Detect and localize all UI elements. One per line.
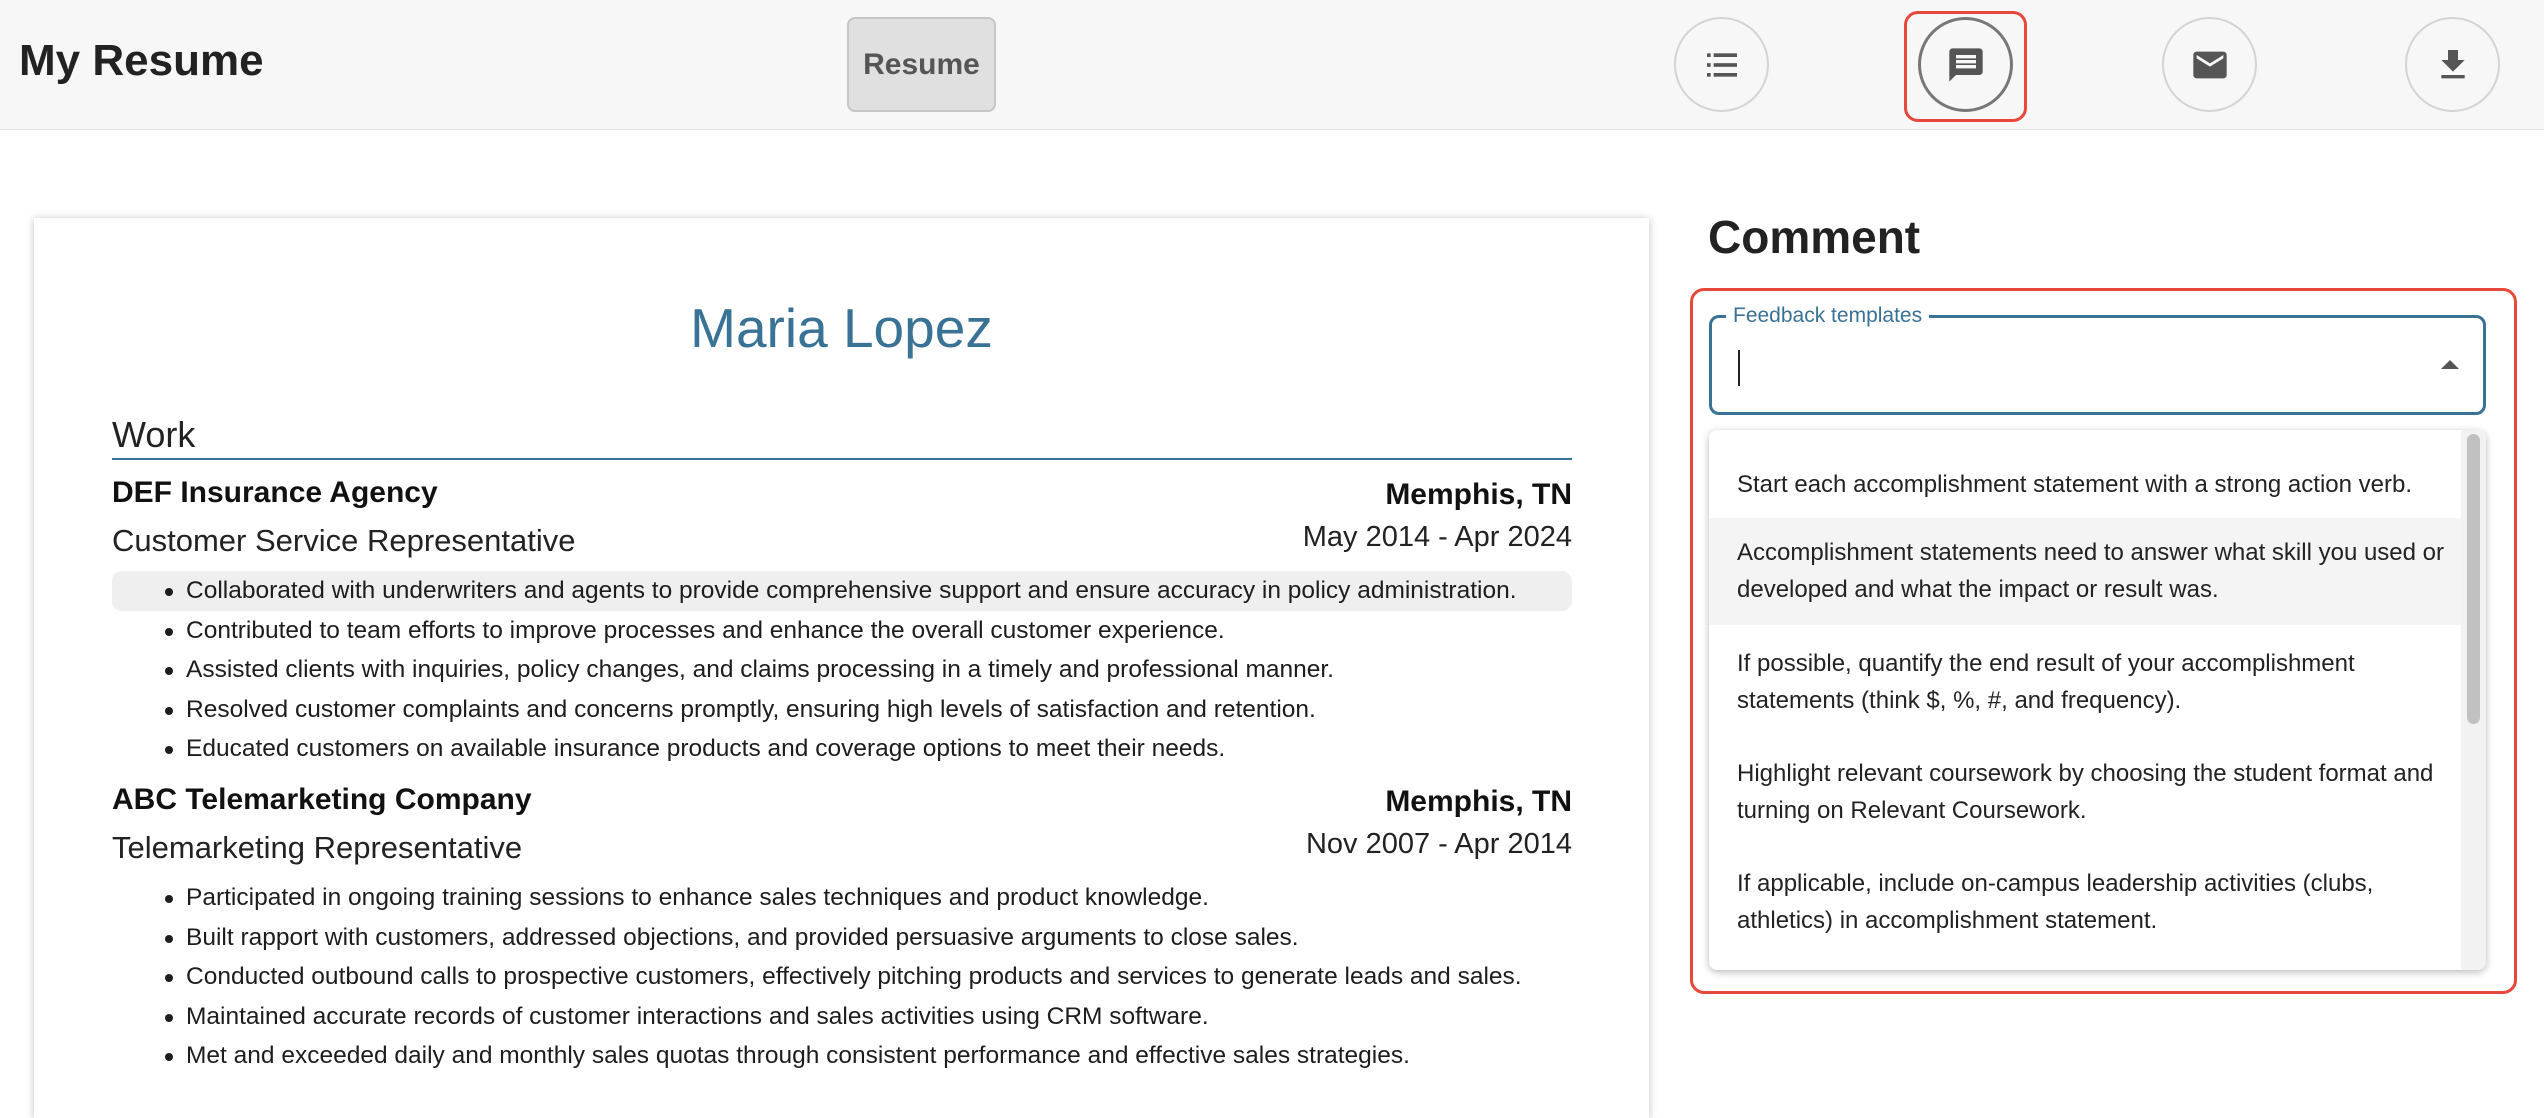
page-title: My Resume	[19, 36, 264, 85]
section-title-work: Work	[112, 414, 196, 455]
outline-button[interactable]	[1674, 17, 1769, 112]
bullet-item[interactable]: Assisted clients with inquiries, policy changes, and claims processing in a timely and professional manner.	[112, 650, 1572, 690]
scrollbar-thumb[interactable]	[2467, 434, 2480, 724]
mail-icon	[2190, 45, 2230, 85]
feedback-templates-listbox	[1709, 430, 2486, 970]
job-bullets	[112, 571, 1572, 769]
bullet-item[interactable]: Maintained accurate records of customer interactions and sales activities using CRM software.	[112, 997, 1572, 1037]
download-button[interactable]	[2405, 17, 2500, 112]
job-company: DEF Insurance Agency	[112, 476, 438, 509]
dropdown-scrollbar[interactable]	[2461, 430, 2486, 970]
bullet-item[interactable]: Collaborated with underwriters and agents to provide comprehensive support and ensure accuracy in policy administration.	[112, 571, 1572, 611]
job-dates: Nov 2007 - Apr 2014	[1305, 828, 1572, 860]
download-icon	[2433, 45, 2473, 85]
job-location: Memphis, TN	[1385, 785, 1572, 818]
feedback-option[interactable]: If possible, quantify the end result of your accomplishment statements (think $, %, #, and frequency).	[1737, 650, 2355, 714]
resume-preview	[34, 218, 1649, 1118]
resume-tab-button[interactable]: Resume	[847, 17, 996, 112]
comment-heading: Comment	[1708, 211, 1921, 263]
feedback-templates-input[interactable]	[1738, 346, 2428, 388]
job-company: ABC Telemarketing Company	[112, 783, 532, 816]
job-bullets	[112, 878, 1572, 1076]
section-divider	[112, 458, 1572, 460]
comment-button-highlight	[1904, 11, 2027, 122]
resume-name: Maria Lopez	[690, 297, 993, 359]
bullet-item[interactable]: Resolved customer complaints and concerns promptly, ensuring high levels of satisfaction and retention.	[112, 690, 1572, 730]
bullet-item[interactable]: Met and exceeded daily and monthly sales quotas through consistent performance and effective sales strategies.	[112, 1036, 1572, 1076]
job-location: Memphis, TN	[1385, 478, 1572, 511]
bullet-item[interactable]: Conducted outbound calls to prospective customers, effectively pitching products and services to generate leads and sales.	[112, 957, 1572, 997]
dropdown-arrow-up-icon[interactable]	[2441, 360, 2459, 369]
job-dates: May 2014 - Apr 2024	[1302, 521, 1572, 553]
job-role: Telemarketing Representative	[112, 830, 523, 865]
feedback-option[interactable]: Accomplishment statements need to answer what skill you used or developed and what the impact or result was.	[1709, 518, 2461, 625]
feedback-templates-label: Feedback templates	[1726, 304, 1929, 328]
feedback-option[interactable]: Highlight relevant coursework by choosing the student format and turning on Relevant Coursework.	[1737, 760, 2434, 824]
feedback-option[interactable]: Start each accomplishment statement with a strong action verb.	[1737, 471, 2412, 498]
list-icon	[1702, 45, 1742, 85]
feedback-templates-combobox[interactable]	[1709, 304, 2486, 415]
bullet-item[interactable]: Built rapport with customers, addressed objections, and provided persuasive arguments to close sales.	[112, 918, 1572, 958]
email-button[interactable]	[2162, 17, 2257, 112]
job-role: Customer Service Representative	[112, 523, 576, 558]
bullet-item[interactable]: Educated customers on available insurance products and coverage options to meet their needs.	[112, 729, 1572, 769]
feedback-option[interactable]: If applicable, include on-campus leadership activities (clubs, athletics) in accomplishment statement.	[1737, 870, 2374, 934]
bullet-item[interactable]: Contributed to team efforts to improve processes and enhance the overall customer experience.	[112, 611, 1572, 651]
top-bar	[0, 0, 2544, 130]
bullet-item[interactable]: Participated in ongoing training sessions to enhance sales techniques and product knowledge.	[112, 878, 1572, 918]
